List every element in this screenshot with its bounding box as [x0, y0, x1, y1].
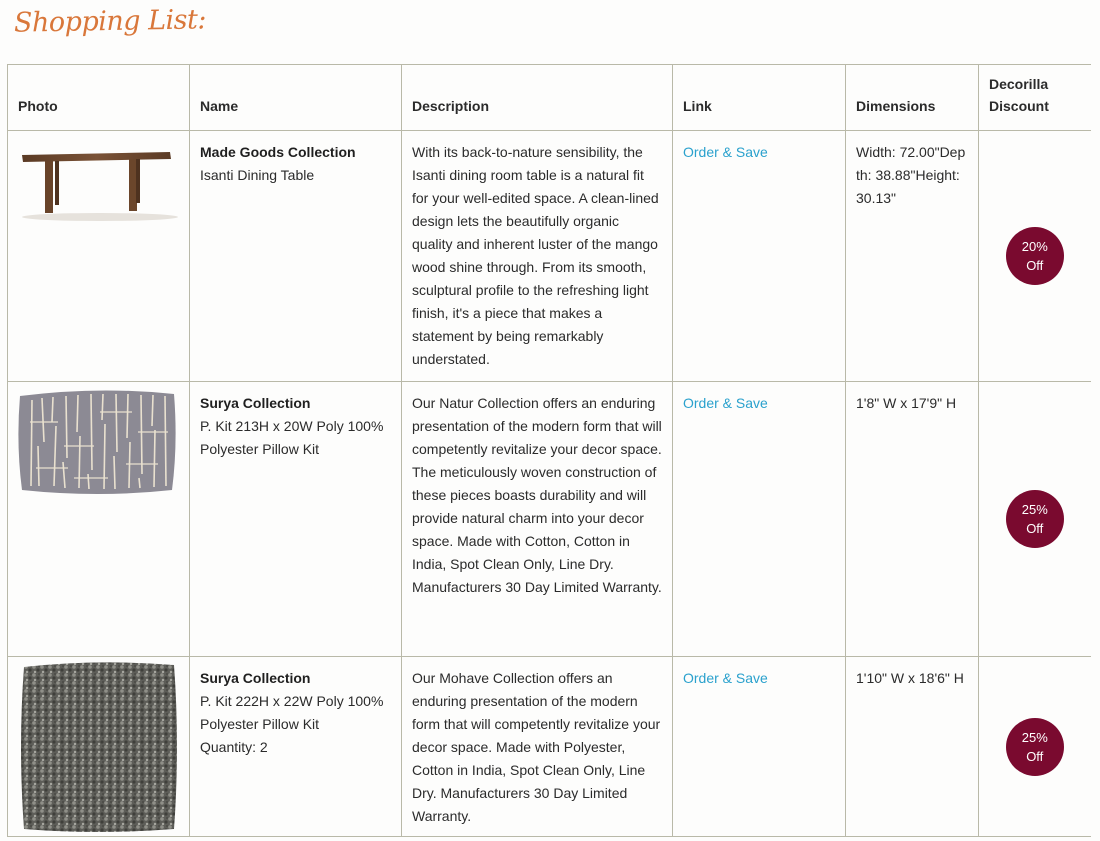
dimensions-cell — [846, 131, 979, 382]
name-cell — [190, 382, 402, 657]
column-header-dimensions: Dimensions — [846, 65, 979, 131]
dimensions-cell — [846, 382, 979, 657]
order-save-link[interactable]: Order & Save — [683, 670, 768, 686]
discount-percent: 25% — [1021, 502, 1048, 517]
link-cell — [673, 657, 846, 837]
table-header-row — [8, 65, 1091, 131]
column-header-photo: Photo — [8, 65, 190, 131]
product-name: P. Kit 222H x 22W Poly 100% Polyester Pillow Kit — [200, 693, 384, 732]
discount-off: Off — [1026, 258, 1044, 273]
name-cell — [190, 657, 402, 837]
order-save-link[interactable]: Order & Save — [683, 395, 768, 411]
discount-percent: 25% — [1021, 729, 1048, 745]
product-brand: Surya Collection — [200, 670, 311, 686]
description-cell — [402, 131, 673, 382]
product-dimensions: 1'10" W x 18'6" H — [856, 670, 964, 686]
name-cell — [190, 131, 402, 382]
discount-cell — [979, 657, 1091, 837]
discount-off: Off — [1026, 521, 1044, 536]
table-row — [8, 657, 1091, 837]
discount-badge — [1006, 718, 1064, 776]
product-description: With its back-to-nature sensibility, the Isanti dining room table is a natural fit for your well-edited space. A clean-lined design lets the beautifully organic quality and inherent luster of the mango wood shine through. From its smooth, sculptural profile to the refreshing light finish, it's a piece that makes a statement by being remarkably understated. — [412, 144, 659, 367]
column-header-name: Name — [190, 65, 402, 131]
discount-header-line1: Decorilla — [989, 76, 1049, 92]
discount-badge — [1006, 490, 1064, 548]
order-save-link[interactable]: Order & Save — [683, 144, 768, 160]
dining-table-image[interactable] — [8, 131, 188, 231]
column-header-discount — [979, 65, 1091, 131]
link-cell — [673, 131, 846, 382]
dimensions-cell — [846, 657, 979, 837]
description-cell — [402, 657, 673, 837]
product-brand: Surya Collection — [200, 395, 311, 411]
product-description: Our Natur Collection offers an enduring presentation of the modern form that will competently revitalize your decor space. The meticulously woven construction of these pieces boasts durability and will provide natural charm into your decor space. Made with Cotton, Cotton in India, Spot Clean Only, Line Dry. Manufacturers 30 Day Limited Warranty. — [412, 395, 662, 595]
discount-header-line2: Discount — [989, 98, 1049, 114]
description-cell — [402, 382, 673, 657]
column-header-description: Description — [402, 65, 673, 131]
shag-square-pillow-image[interactable] — [8, 657, 188, 835]
product-dimensions: 1'8" W x 17'9" H — [856, 395, 957, 411]
discount-cell — [979, 382, 1091, 657]
product-description: Our Mohave Collection offers an enduring presentation of the modern form that will competently revitalize your decor space. Made with Polyester, Cotton in India, Spot Clean Only, Line Dry. Manufacturers 30 Day Limited Warranty. — [412, 670, 661, 824]
product-dimensions: Width: 72.00"Depth: 38.88"Height: 30.13" — [856, 144, 966, 206]
page-title: Shopping List: — [13, 4, 207, 39]
photo-cell — [8, 382, 190, 657]
discount-percent: 20% — [1021, 239, 1048, 254]
column-header-link: Link — [673, 65, 846, 131]
product-name: Isanti Dining Table — [200, 167, 315, 183]
discount-badge — [1006, 227, 1064, 285]
discount-cell — [979, 131, 1091, 382]
photo-cell — [8, 131, 190, 382]
photo-cell — [8, 657, 190, 837]
link-cell — [673, 382, 846, 657]
table-row — [8, 382, 1091, 657]
product-quantity: Quantity: 2 — [200, 739, 268, 755]
product-brand: Made Goods Collection — [200, 144, 356, 160]
table-row — [8, 131, 1091, 382]
shopping-list-table — [7, 64, 1091, 837]
product-name: P. Kit 213H x 20W Poly 100% Polyester Pillow Kit — [200, 418, 384, 457]
striped-lumbar-pillow-image[interactable] — [8, 382, 188, 502]
discount-off: Off — [1026, 748, 1044, 764]
